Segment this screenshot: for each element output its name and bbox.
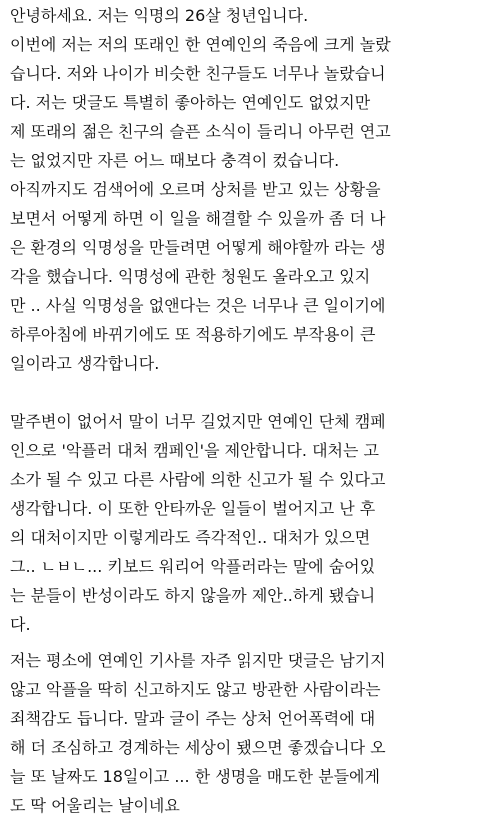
paragraph-1-line: 보면서 어떻게 하면 이 일을 해결할 수 있을까 좀 더 나 (10, 209, 386, 228)
paragraph-2-line: 인으로 '악플러 대처 캠페인'을 제안합니다. 대처는 고 (10, 441, 379, 460)
paragraph-2-line: 생각합니다. 이 또한 안타까운 일들이 벌어지고 난 후 (10, 499, 376, 518)
paragraph-1-line: 아직까지도 검색어에 오르며 상처를 받고 있는 상황을 (10, 180, 381, 199)
paragraph-2-line: 는 분들이 반성이라도 하지 않을까 제안..하게 됐습니 (10, 586, 376, 605)
paragraph-2-line: 그.. ㄴㅂㄴ... 키보드 워리어 악플러라는 말에 숨어있 (10, 557, 376, 576)
paragraph-2-line: 다. (10, 615, 31, 634)
paragraph-1-line: 이번에 저는 저의 또래인 한 연예인의 죽음에 크게 놀랐 (10, 35, 391, 54)
paragraph-1-line: 은 환경의 익명성을 만들려면 어떻게 해야할까 라는 생 (10, 238, 386, 257)
paragraph-2-line: 의 대처이지만 이렇게라도 즉각적인.. 대처가 있으면 (10, 528, 371, 547)
paragraph-3-line: 도 딱 어울리는 날이네요 (10, 796, 180, 815)
paragraph-1-line: 만 .. 사실 익명성을 없앤다는 것은 너무나 큰 일이기에 (10, 296, 386, 315)
paragraph-3-line: 죄책감도 듭니다. 말과 글이 주는 상처 언어폭력에 대 (10, 709, 376, 728)
paragraph-2-line: 말주변이 없어서 말이 너무 길었지만 연예인 단체 캠페 (10, 412, 386, 431)
paragraph-2-line: 소가 될 수 있고 다른 사람에 의한 신고가 될 수 있다고 (10, 470, 386, 489)
paragraph-1-line: 제 또래의 젊은 친구의 슬픈 소식이 들리니 아무런 연고 (10, 122, 391, 141)
paragraph-1-line: 안녕하세요. 저는 익명의 26살 청년입니다. (10, 6, 309, 25)
paragraph-1-line: 하루아침에 바뀌기에도 또 적용하기에도 부작용이 큰 (10, 325, 376, 344)
paragraph-1-line: 습니다. 저와 나이가 비슷한 친구들도 너무나 놀랐습니 (10, 64, 386, 83)
paragraph-1-line: 각을 했습니다. 익명성에 관한 청원도 올라오고 있지 (10, 267, 371, 286)
paragraph-1-line: 일이라고 생각합니다. (10, 354, 160, 373)
paragraph-1-line: 다. 저는 댓글도 특별히 좋아하는 연예인도 없었지만 (10, 93, 371, 112)
paragraph-3-line: 늘 또 날짜도 18일이고 ... 한 생명을 매도한 분들에게 (10, 767, 380, 786)
paragraph-1-line: 는 없었지만 자른 어느 때보다 충격이 컸습니다. (10, 151, 340, 170)
paragraph-3-line: 않고 악플을 딱히 신고하지도 않고 방관한 사람이라는 (10, 680, 381, 699)
paragraph-3-line: 저는 평소에 연예인 기사를 자주 읽지만 댓글은 남기지 (10, 651, 386, 670)
paragraph-3-line: 해 더 조심하고 경계하는 세상이 됐으면 좋겠습니다 오 (10, 738, 386, 757)
